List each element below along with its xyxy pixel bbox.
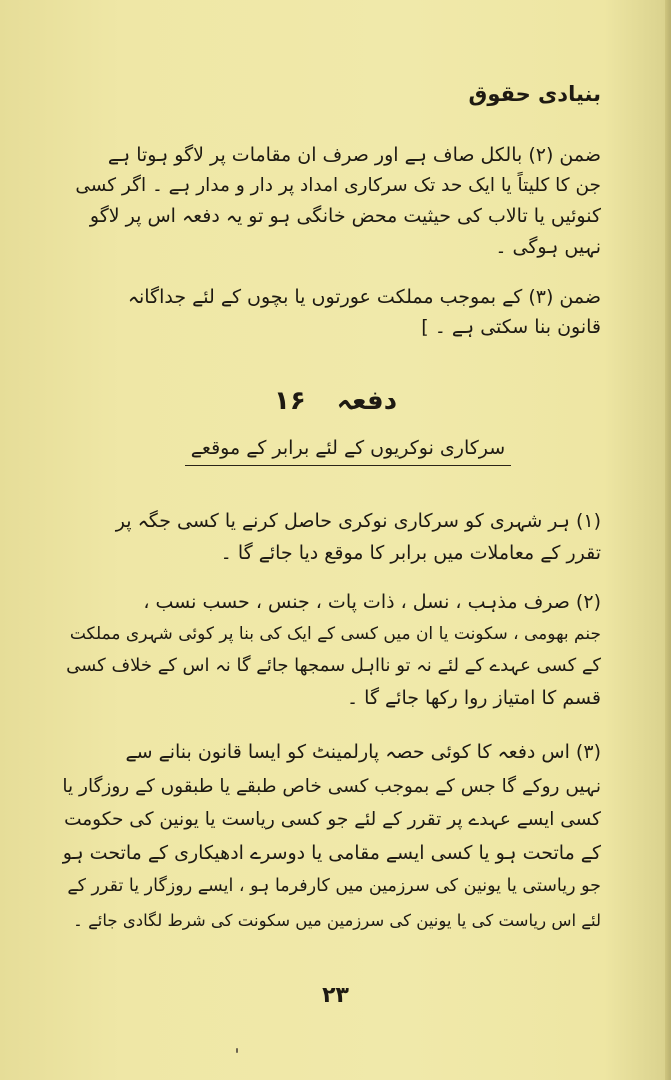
text-line: قسم کا امتیاز روا رکھا جائے گا ۔ [347, 687, 601, 709]
text-line: جو ریاستی یا یونین کی سرزمین میں کارفرما ہو ، ایسے روزگار یا تقرر کے [67, 876, 601, 896]
text-line: تقرر کے معاملات میں برابر کا موقع دیا جائے گا ۔ [220, 542, 601, 564]
text-line: (۳) اس دفعہ کا کوئی حصہ پارلمینٹ کو ایسا قانون بنانے سے [125, 741, 601, 763]
section-number: ۱۶ [273, 386, 306, 416]
text-line: (۱) ہر شہری کو سرکاری نوکری حاصل کرنے یا کسی جگہ پر [115, 510, 601, 532]
text-line: جنم بھومی ، سکونت یا ان میں کسی کے ایک کی بنا پر کوئی شہری مملکت [69, 624, 601, 644]
text-line: کے کسی عہدے کے لئے نہ تو نااہل سمجھا جائے گا نہ اس کے خلاف کسی [66, 655, 601, 676]
text-line: قانون بنا سکتی ہے ۔ ] [421, 316, 601, 338]
intro-paragraph-2 [62, 282, 601, 342]
text-line: ضمن (۳) کے بموجب مملکت عورتوں یا بچوں کے لئے جداگانہ [127, 286, 601, 308]
section-subtitle: سرکاری نوکریوں کے لئے برابر کے موقعے [185, 437, 511, 466]
page-edge [665, 0, 671, 1080]
paper-speck [236, 1048, 238, 1053]
clause-1 [62, 505, 601, 569]
clause-2 [62, 586, 601, 714]
text-line: نہیں روکے گا جس کے بموجب کسی خاص طبقے یا طبقوں کے روزگار یا [62, 775, 601, 797]
clause-3 [62, 736, 601, 937]
text-line: ضمن (۲) بالکل صاف ہے اور صرف ان مقامات پر لاگو ہوتا ہے [107, 144, 601, 166]
page-number: ۲۳ [322, 983, 349, 1008]
text-line: جن کا کلیتاً یا ایک حد تک سرکاری امداد پر دار و مدار ہے ۔ اگر کسی [75, 174, 601, 196]
section-label: دفعہ [336, 386, 398, 416]
running-head: بنیادی حقوق [468, 82, 601, 106]
text-line: کسی ایسے عہدے پر تقرر کے لئے جو کسی ریاست یا یونین کی حکومت [64, 809, 601, 830]
text-line: (۲) صرف مذہب ، نسل ، ذات پات ، جنس ، حسب نسب ، [143, 591, 601, 613]
text-line: نہیں ہوگی ۔ [495, 235, 601, 258]
intro-paragraph-1 [62, 140, 601, 262]
text-line: کنوئیں یا تالاب کی حیثیت محض خانگی ہو تو یہ دفعہ اس پر لاگو [89, 205, 601, 227]
section-heading [0, 386, 671, 416]
text-line: لئے اس ریاست کی یا یونین کی سرزمین میں سکونت کی شرط لگادی جائے ۔ [73, 910, 601, 930]
text-line: کے ماتحت ہو یا کسی ایسے مقامی یا دوسرے ادھیکاری کے ماتحت ہو [62, 841, 601, 864]
